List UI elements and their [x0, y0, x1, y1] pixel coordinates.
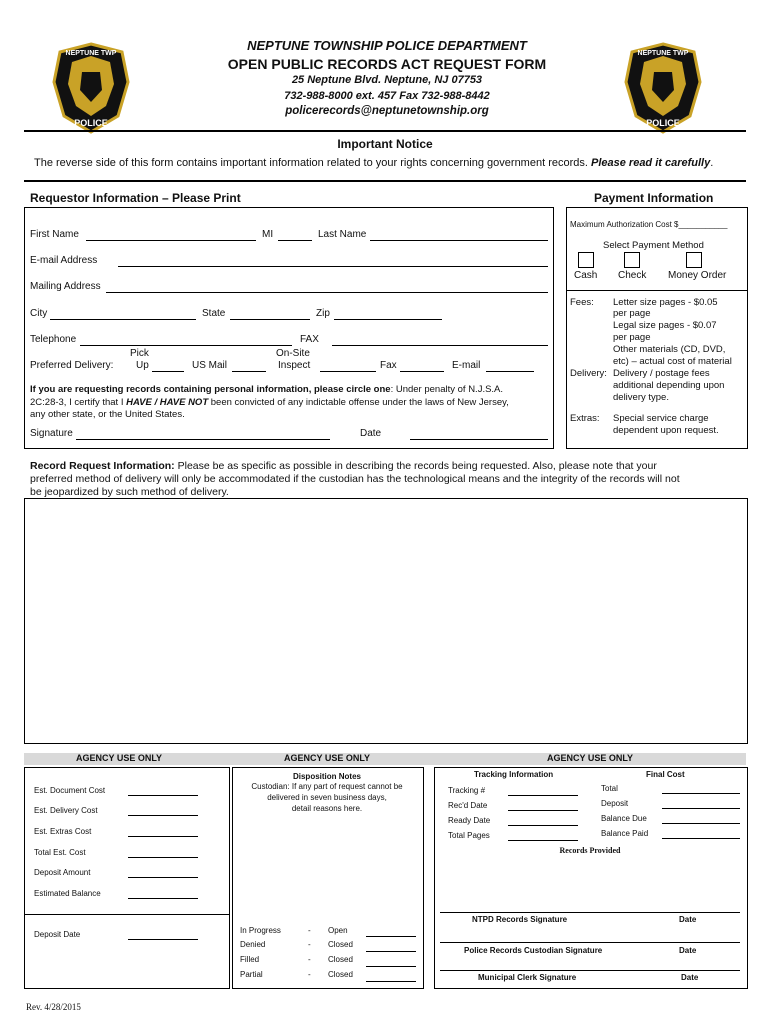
extras-line: Special service charge — [613, 413, 709, 424]
extras-line: dependent upon request. — [613, 425, 719, 436]
first-name-field[interactable] — [86, 240, 256, 241]
city-label: City — [30, 308, 48, 319]
cost-field[interactable] — [128, 877, 198, 878]
final-cost-label: Total — [601, 784, 618, 793]
status-label: In Progress — [240, 926, 281, 935]
badge-top-text: NEPTUNE TWP — [65, 50, 117, 57]
tracking-field[interactable] — [508, 810, 578, 811]
badge-top-text: NEPTUNE TWP — [637, 50, 689, 57]
tracking-label: Ready Date — [448, 816, 491, 825]
custodian-signature-field[interactable] — [440, 942, 740, 943]
mailing-field[interactable] — [106, 292, 548, 293]
record-request-textarea[interactable] — [24, 498, 748, 744]
personal-info-text2a: 2C:28-3, I certify that I — [30, 397, 124, 408]
clerk-date-label: Date — [681, 973, 699, 982]
fees-line: etc) – actual cost of material — [613, 356, 732, 367]
personal-info-text2b: been convicted of any indictable offense under the laws of New Jersey, — [210, 397, 509, 408]
tracking-label: Rec'd Date — [448, 801, 488, 810]
payment-heading: Payment Information — [594, 191, 714, 205]
pickup-field[interactable] — [152, 371, 184, 372]
personal-info-bold: If you are requesting records containing personal information, please circle one — [30, 384, 391, 395]
zip-field[interactable] — [334, 319, 442, 320]
date-label: Date — [360, 428, 382, 439]
us-mail-field[interactable] — [232, 371, 266, 372]
deposit-date-label: Deposit Date — [34, 930, 81, 939]
record-request-label: Record Request Information: — [30, 460, 175, 472]
fees-line: Other materials (CD, DVD, — [613, 344, 726, 355]
disposition-text: detail reasons here. — [291, 804, 363, 813]
badge-bottom-text: POLICE — [646, 118, 680, 128]
agency-heading-right: AGENCY USE ONLY — [546, 753, 634, 763]
record-request-line1 — [30, 460, 657, 472]
have-not-option[interactable]: HAVE NOT — [159, 397, 209, 408]
record-request-line2: preferred method of delivery will only be accommodated if the custodian has the technological means and the integrity of the records will not — [30, 473, 680, 485]
agency-cost-box — [24, 767, 230, 989]
city-field[interactable] — [50, 319, 196, 320]
ntpd-date-label: Date — [679, 915, 697, 924]
inspect-label: Inspect — [278, 360, 311, 371]
tracking-label: Tracking # — [448, 786, 486, 795]
personal-info-line1 — [30, 384, 503, 395]
notice-title: Important Notice — [337, 137, 433, 151]
header-divider — [24, 130, 746, 132]
fees-line: per page — [613, 308, 651, 319]
status-label: Denied — [240, 940, 266, 949]
cost-label: Estimated Balance — [34, 889, 101, 898]
custodian-signature-label: Police Records Custodian Signature — [464, 946, 603, 955]
fees-line: Legal size pages - $0.07 — [613, 320, 717, 331]
dept-email[interactable]: policerecords@neptunetownship.org — [285, 105, 489, 117]
final-cost-label: Deposit — [601, 799, 629, 808]
notice-text: The reverse side of this form contains important information related to your rights concerning government records. Please read it carefully. — [34, 157, 714, 169]
fax-option-field[interactable] — [400, 371, 444, 372]
mailing-label: Mailing Address — [30, 281, 101, 292]
email-field[interactable] — [118, 266, 548, 267]
email-label: E-mail Address — [30, 255, 98, 266]
clerk-signature-field[interactable] — [440, 970, 740, 971]
tracking-field[interactable] — [508, 795, 578, 796]
ntpd-signature-field[interactable] — [440, 912, 740, 913]
cost-divider — [24, 914, 230, 915]
final-cost-field[interactable] — [662, 793, 740, 794]
onsite-label: On-Site — [276, 348, 310, 359]
fees-label: Fees: — [570, 297, 594, 308]
cost-field[interactable] — [128, 815, 198, 816]
mi-field[interactable] — [278, 240, 312, 241]
final-cost-title: Final Cost — [646, 770, 685, 779]
personal-info-text1: : Under penalty of N.J.S.A. — [390, 384, 504, 395]
final-cost-label: Balance Paid — [601, 829, 649, 838]
first-name-label: First Name — [30, 229, 79, 240]
state-field[interactable] — [230, 319, 310, 320]
signature-label: Signature — [30, 428, 73, 439]
fax-label: FAX — [300, 334, 319, 345]
email-option-field[interactable] — [486, 371, 534, 372]
notice-divider — [24, 180, 746, 182]
requestor-heading: Requestor Information – Please Print — [30, 191, 241, 205]
tracking-label: Total Pages — [448, 831, 490, 840]
fees-line: Letter size pages - $0.05 — [613, 297, 718, 308]
fax-option-label: Fax — [380, 360, 397, 371]
have-slash: / — [154, 397, 158, 408]
fees-line: per page — [613, 332, 651, 343]
status-dash: - — [308, 955, 311, 964]
inspect-field[interactable] — [320, 371, 376, 372]
cost-label: Est. Document Cost — [34, 786, 106, 795]
status-dash: - — [308, 970, 311, 979]
delivery-line: Delivery / postage fees — [613, 368, 710, 379]
notice-body: The reverse side of this form contains important information related to your rights concerning government records. — [34, 157, 588, 169]
cost-label: Est. Extras Cost — [34, 827, 92, 836]
status-label: Closed — [328, 940, 353, 949]
email-option-label: E-mail — [452, 360, 481, 371]
ntpd-signature-label: NTPD Records Signature — [472, 915, 568, 924]
cost-field[interactable] — [128, 857, 198, 858]
status-field[interactable] — [366, 981, 416, 982]
agency-heading-middle: AGENCY USE ONLY — [283, 753, 371, 763]
us-mail-label: US Mail — [192, 360, 228, 371]
disposition-text: Custodian: If any part of request cannot be — [251, 782, 403, 791]
telephone-field[interactable] — [80, 345, 292, 346]
status-label: Filled — [240, 955, 260, 964]
revision-date: Rev. 4/28/2015 — [26, 1002, 81, 1012]
status-label: Closed — [328, 955, 353, 964]
cost-field[interactable] — [128, 836, 198, 837]
form-title: OPEN PUBLIC RECORDS ACT REQUEST FORM — [227, 56, 547, 72]
badge-bottom-text: POLICE — [74, 118, 108, 128]
custodian-date-label: Date — [679, 946, 697, 955]
extras-label: Extras: — [570, 413, 600, 424]
tracking-field[interactable] — [508, 825, 578, 826]
cost-label: Est. Delivery Cost — [34, 806, 98, 815]
payment-divider — [566, 290, 748, 291]
cash-checkbox[interactable] — [578, 252, 594, 268]
cash-label: Cash — [574, 270, 598, 281]
money-order-checkbox[interactable] — [686, 252, 702, 268]
records-provided-label: Records Provided — [559, 846, 621, 855]
status-field[interactable] — [366, 936, 416, 937]
disposition-text: delivered in seven business days, — [267, 793, 387, 802]
final-cost-label: Balance Due — [601, 814, 647, 823]
delivery-line: additional depending upon — [613, 380, 725, 391]
status-label: Partial — [240, 970, 263, 979]
police-badge-right — [624, 42, 702, 134]
agency-heading-left: AGENCY USE ONLY — [75, 753, 163, 763]
select-payment-label: Select Payment Method — [603, 240, 704, 251]
cost-field[interactable] — [128, 898, 198, 899]
signature-field[interactable] — [76, 439, 330, 440]
last-name-label: Last Name — [318, 229, 367, 240]
disposition-title: Disposition Notes — [292, 772, 361, 781]
have-option[interactable]: HAVE — [126, 397, 152, 408]
pick-label: Pick — [130, 348, 149, 359]
zip-label: Zip — [316, 308, 330, 319]
date-field[interactable] — [410, 439, 548, 440]
status-label: Closed — [328, 970, 353, 979]
record-request-line3: be jeopardized by such method of delivery. — [30, 486, 229, 498]
record-request-text1: Please be as specific as possible in describing the records being requested. Also, please note that your — [174, 460, 657, 472]
status-field[interactable] — [366, 951, 416, 952]
tracking-title: Tracking Information — [474, 770, 554, 779]
final-cost-field[interactable] — [662, 823, 740, 824]
up-label: Up — [136, 360, 149, 371]
dept-phone: 732-988-8000 ext. 457 Fax 732-988-8442 — [284, 90, 490, 102]
telephone-label: Telephone — [30, 334, 77, 345]
personal-info-line3: any other state, or the United States. — [30, 409, 185, 420]
dept-address: 25 Neptune Blvd. Neptune, NJ 07753 — [291, 74, 483, 86]
preferred-delivery-label: Preferred Delivery: — [30, 360, 114, 371]
deposit-date-field[interactable] — [128, 939, 198, 940]
max-auth-cost[interactable]: Maximum Authorization Cost $___________ — [570, 220, 728, 229]
final-cost-field[interactable] — [662, 838, 740, 839]
clerk-signature-label: Municipal Clerk Signature — [478, 973, 577, 982]
tracking-field[interactable] — [508, 840, 578, 841]
status-dash: - — [308, 926, 311, 935]
status-dash: - — [308, 940, 311, 949]
check-label: Check — [618, 270, 647, 281]
dept-name: NEPTUNE TOWNSHIP POLICE DEPARTMENT — [247, 38, 527, 53]
notice-emphasis: Please read it carefully — [591, 157, 711, 169]
fax-field[interactable] — [332, 345, 548, 346]
money-order-label: Money Order — [668, 270, 727, 281]
mi-label: MI — [262, 229, 274, 240]
personal-info-line2 — [30, 397, 509, 408]
cost-label: Total Est. Cost — [34, 848, 86, 857]
police-badge-left — [52, 42, 130, 134]
delivery-fee-label: Delivery: — [570, 368, 607, 379]
status-label: Open — [328, 926, 348, 935]
last-name-field[interactable] — [370, 240, 548, 241]
status-field[interactable] — [366, 966, 416, 967]
check-checkbox[interactable] — [624, 252, 640, 268]
final-cost-field[interactable] — [662, 808, 740, 809]
state-label: State — [202, 308, 226, 319]
delivery-line: delivery type. — [613, 392, 669, 403]
cost-label: Deposit Amount — [34, 868, 91, 877]
cost-field[interactable] — [128, 795, 198, 796]
